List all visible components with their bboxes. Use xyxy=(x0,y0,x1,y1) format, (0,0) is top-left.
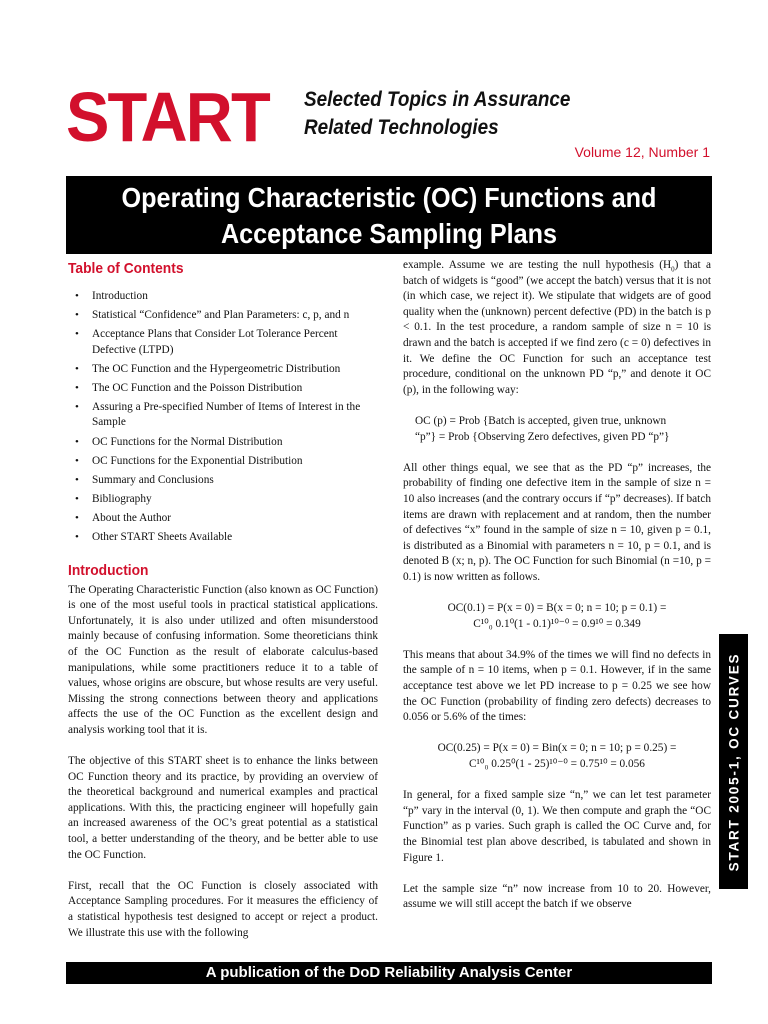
h-subscript: 0 xyxy=(671,265,675,274)
start-logo: START xyxy=(66,78,269,156)
toc-item-assuring[interactable]: • Assuring a Pre-specified Number of Items of Interest in the Sample xyxy=(68,400,378,431)
side-tab xyxy=(719,634,748,889)
toc-item-introduction[interactable]: • Introduction xyxy=(68,289,378,305)
title-line-1: Operating Characteristic (OC) Functions and xyxy=(121,182,657,213)
title-banner xyxy=(66,176,712,254)
tagline-line-2: Related Technologies xyxy=(304,116,499,139)
left-column xyxy=(68,258,378,941)
sample-size-paragraph: Let the sample size “n” now increase from 10 to 20. However, assume we will still accept the batch if we observe xyxy=(403,882,711,911)
tagline xyxy=(304,86,570,142)
toc-item-exponential[interactable]: • OC Functions for the Exponential Distribution xyxy=(68,454,378,470)
toc-item-normal[interactable]: • OC Functions for the Normal Distribution xyxy=(68,435,378,451)
oc-curve-paragraph: In general, for a fixed sample size “n,” we can let test parameter “p” vary in the interval (0, 1). We then compute and graph the “OC Function” as p varies. Such graph is called the OC Curve and, for the Binomial test plan above described, is tabulated and shown in Figure 1. xyxy=(403,789,711,864)
toc-item-poisson[interactable]: • The OC Function and the Poisson Distribution xyxy=(68,381,378,397)
toc-item-other-sheets[interactable]: • Other START Sheets Available xyxy=(68,530,378,546)
toc-item-summary[interactable]: • Summary and Conclusions xyxy=(68,473,378,489)
volume-number: Volume 12, Number 1 xyxy=(574,144,710,160)
toc-item-confidence[interactable]: • Statistical “Confidence” and Plan Parameters: c, p, and n xyxy=(68,308,378,324)
oc-definition-line-1: OC (p) = Prob {Batch is accepted, given true, unknown xyxy=(415,414,667,427)
intro-paragraph-2: The objective of this START sheet is to enhance the links between OC Function theory and its practice, by providing an overview of the theoretical background and numerical examples and practical applications. With this, the practicing engineer will hopefully gain an increased awareness of the OC’s great potential as a statistical tool, a better understanding of the theory, and be better able to use the OC Function. xyxy=(68,755,378,861)
toc-item-bibliography[interactable]: • Bibliography xyxy=(68,492,378,508)
formula-1-line-1: OC(0.1) = P(x = 0) = B(x = 0; n = 10; p = 0.1) = xyxy=(447,602,667,615)
intro-paragraph-1: The Operating Characteristic Function (also known as OC Function) is one of the most useful tools in practical statistical applications. Unfortunately, it is also under utilized and often misunderstood mainly because of confusing information. Some theoreticians think of the OC Function as the result of elaborate calculus-based manipulations, while some practitioners reduce it to a table of values, whose origins are obscure, but whose results are very useful. Missing the strong connections between theory and applications affects the use of the OC Function as the excellent design and analysis working tool that it is. xyxy=(68,583,378,736)
side-tab-label: START 2005-1, OC CURVES xyxy=(726,652,741,871)
toc-item-ltpd[interactable]: • Acceptance Plans that Consider Lot Tolerance Percent Defective (LTPD) xyxy=(68,327,378,358)
example-text-b: ) that a batch of widgets is “good” (we accept the batch) versus that it is not (in which case, we reject it). We stipulate that widgets are of good quality when the (unknown) percent defective (PD) in the batch is p < 0.1. In the test procedure, a random sample of size n = 10 is drawn and the batch is accepted if we find zero (c = 0) defectives in it. We define the OC Function for such an acceptance test procedure, conditional on the unknown PD “p,” and denote it OC (p), in the following way: xyxy=(403,259,711,396)
binomial-paragraph: All other things equal, we see that as the PD “p” increases, the probability of finding one defective item in the sample of size n = 10 also increases (and the contrary occurs if “p” decreases). If batch items are drawn with replacement and at random, then the number of defectives “x” found in the sample of size n = 10, given p = 0.1, is distributed as a Binomial with parameters n = 10, p = 0.1, and is denoted B (x; n, p). The OC Function for such Binomial (n =10, p = 0.1) is now written as follows. xyxy=(403,461,711,583)
formula-2-line-1: OC(0.25) = P(x = 0) = Bin(x = 0; n = 10; p = 0.25) = xyxy=(437,742,677,755)
tagline-line-1: Selected Topics in Assurance xyxy=(304,88,571,111)
toc-item-hypergeometric[interactable]: • The OC Function and the Hypergeometric Distribution xyxy=(68,362,378,378)
toc-heading: Table of Contents xyxy=(68,260,184,277)
title-line-2: Acceptance Sampling Plans xyxy=(220,218,558,249)
formula-2-line-2: C¹⁰₀ 0.25⁰(1 - 25)¹⁰⁻⁰ = 0.75¹⁰ = 0.056 xyxy=(469,758,645,770)
percent-paragraph: This means that about 34.9% of the times we will find no defects in the sample of n = 10 items, when p = 0.1. However, if in the same acceptance test above we let PD increase to p = 0.25 we see how the OC Function (probability of finding zero defects) decreases to 0.056 or 5.6% of the times: xyxy=(403,648,711,724)
toc-list xyxy=(68,289,378,546)
example-text-a: example. Assume we are testing the null hypothesis (H xyxy=(403,259,672,271)
formula-1-line-2: C¹⁰₀ 0.1⁰(1 - 0.1)¹⁰⁻⁰ = 0.9¹⁰ = 0.349 xyxy=(473,617,641,630)
footer-banner: A publication of the DoD Reliability Analysis Center xyxy=(66,962,712,984)
introduction-heading: Introduction xyxy=(68,561,149,579)
intro-paragraph-3: First, recall that the OC Function is closely associated with Acceptance Sampling procedures. For it measures the efficiency of a statistical hypothesis test designed to accept or reject a product. We illustrate this use with the following xyxy=(68,879,378,939)
right-column xyxy=(403,258,711,913)
toc-item-author[interactable]: • About the Author xyxy=(68,511,378,527)
example-paragraph xyxy=(403,258,711,398)
oc-definition-line-2: “p”} = Prob {Observing Zero defectives, given PD “p”} xyxy=(415,430,670,443)
